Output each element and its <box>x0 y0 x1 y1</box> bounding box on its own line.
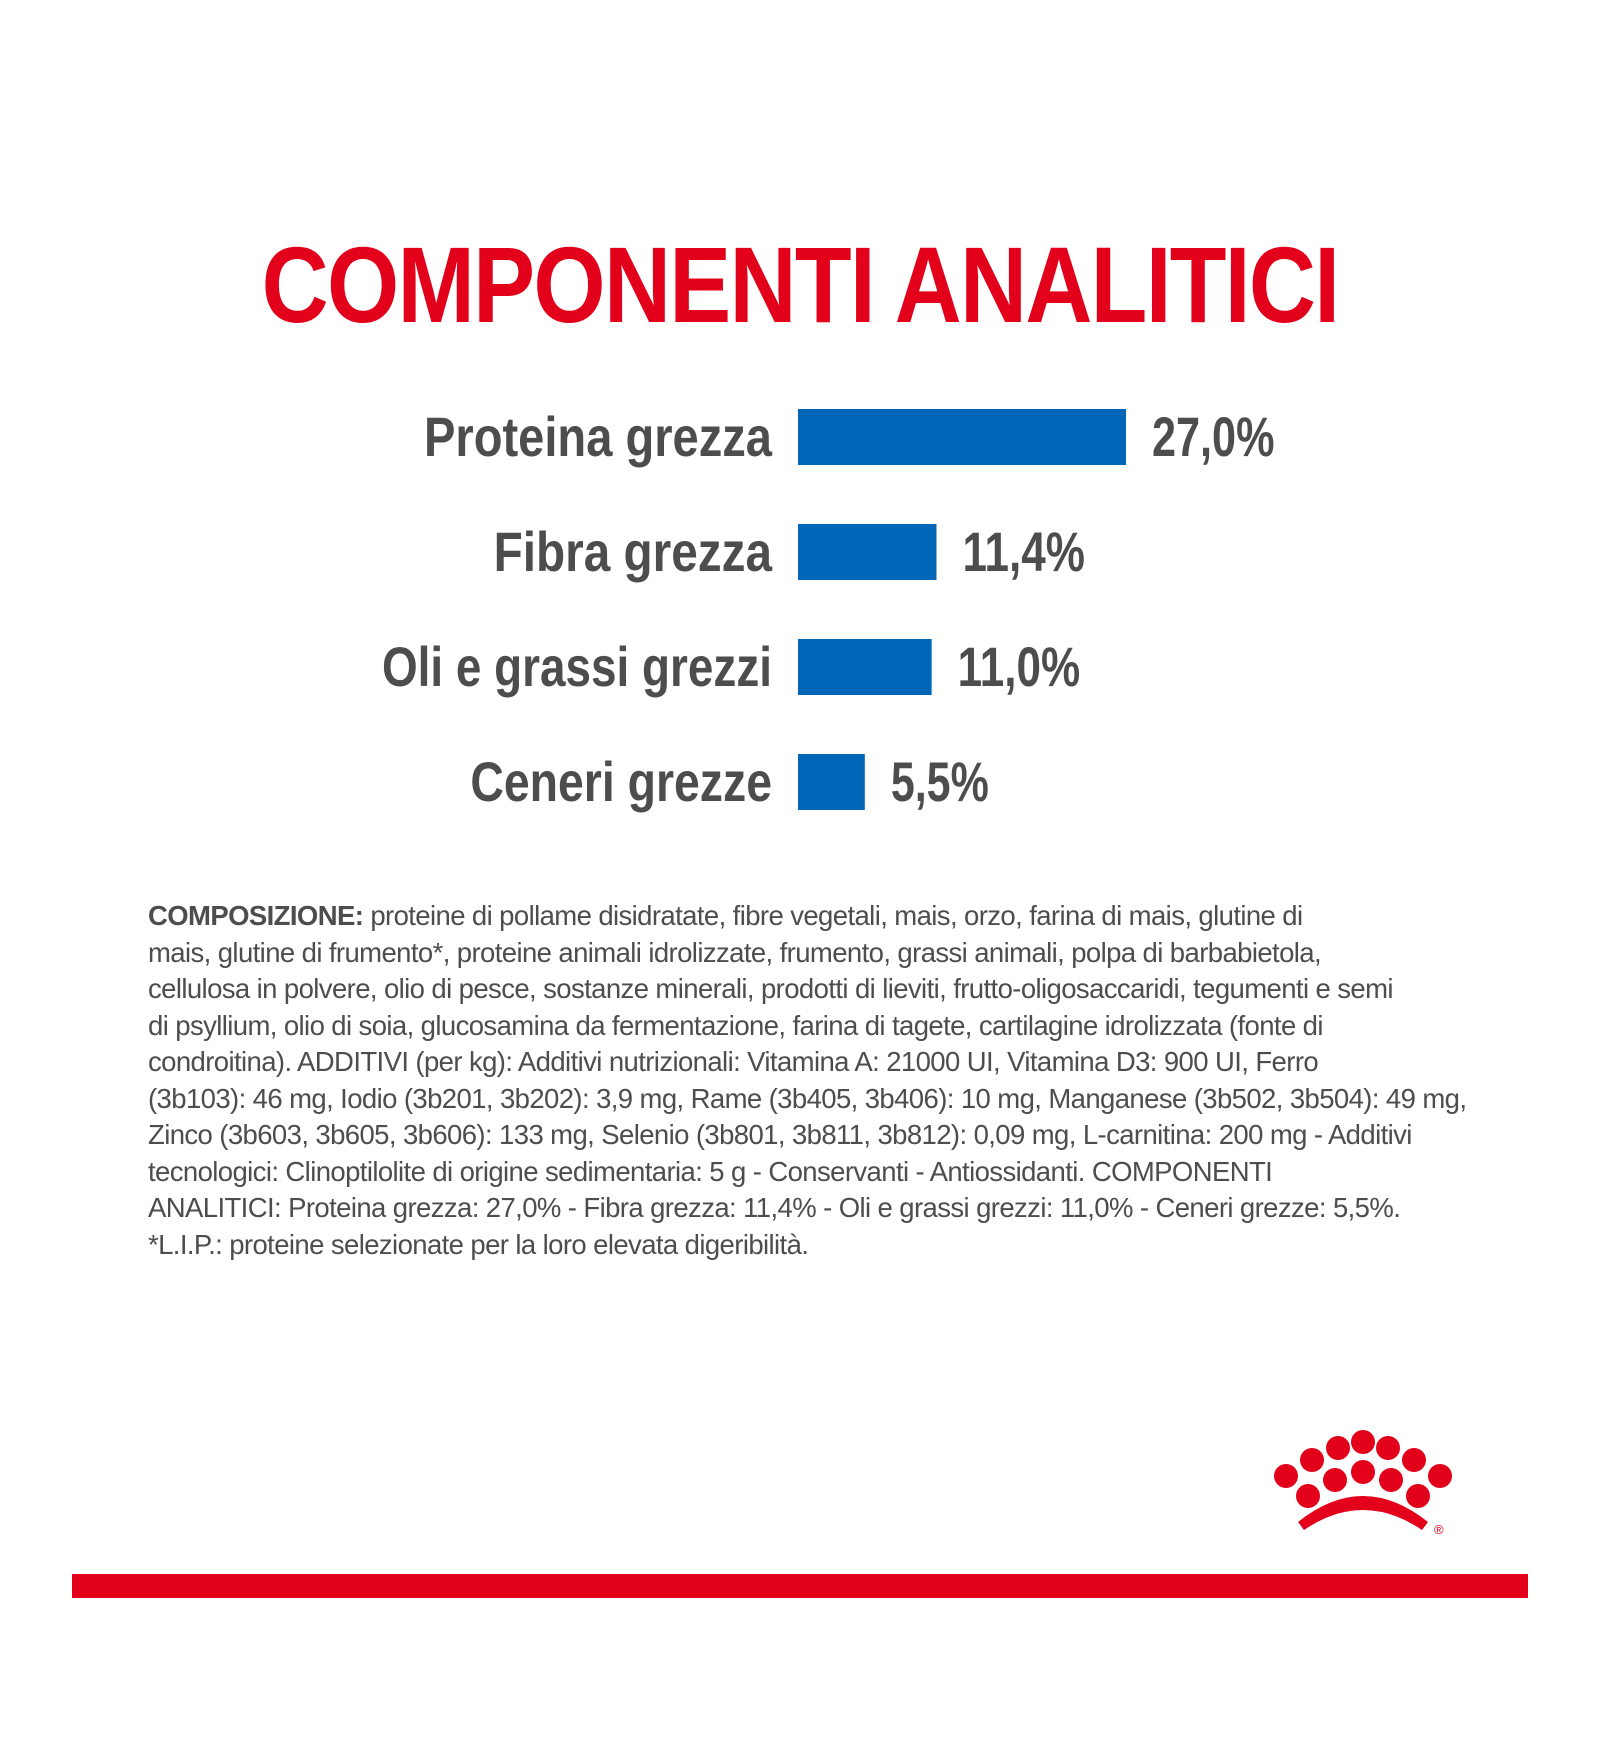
composition-line: di psyllium, olio di soia, glucosamina da fermentazione, farina di tagete, cartilagine idrolizzata (fonte di <box>148 1009 1323 1041</box>
bar <box>798 409 1126 465</box>
composition-lead: COMPOSIZIONE: <box>148 900 364 931</box>
category-label: Proteina grezza <box>424 405 773 468</box>
value-label: 11,4% <box>962 520 1085 583</box>
composition-line: ANALITICI: Proteina grezza: 27,0% - Fibra grezza: 11,4% - Oli e grassi grezzi: 11,0% - Ceneri grezze: 5,5%. <box>148 1192 1401 1223</box>
composition-line: *L.I.P.: proteine selezionate per la loro elevata digeribilità. <box>148 1228 809 1260</box>
registered-mark: ® <box>1434 1522 1444 1537</box>
composition-line: condroitina). ADDITIVI (per kg): Additivi nutrizionali: Vitamina A: 21000 UI, Vitamina D3: 900 UI, Ferro <box>148 1046 1319 1077</box>
composition-line: (3b103): 46 mg, Iodio (3b201, 3b202): 3,9 mg, Rame (3b405, 3b406): 10 mg, Manganese (3b502, 3b504): 49 mg, <box>148 1082 1467 1114</box>
bar <box>798 524 936 580</box>
bar <box>798 639 932 695</box>
value-label: 27,0% <box>1152 405 1275 468</box>
crown-icon <box>1268 1430 1458 1540</box>
chart-title: COMPONENTI ANALITICI <box>261 224 1339 345</box>
value-label: 11,0% <box>957 635 1081 698</box>
composition-line: proteine di pollame disidratate, fibre vegetali, mais, orzo, farina di mais, glutine di <box>370 900 1303 931</box>
composition-line: mais, glutine di frumento*, proteine animali idrolizzate, frumento, grassi animali, polpa di barbabietola, <box>148 936 1322 968</box>
composition-line: cellulosa in polvere, olio di pesce, sostanze minerali, prodotti di lieviti, frutto-oligosaccaridi, tegumenti e semi <box>148 973 1393 1004</box>
category-label: Ceneri grezze <box>470 750 772 813</box>
composition-text <box>148 898 1508 1263</box>
value-label: 5,5% <box>890 750 989 813</box>
bar <box>798 754 865 810</box>
footer-red-bar <box>72 1574 1528 1598</box>
category-label: Oli e grassi grezzi <box>382 635 772 698</box>
composition-line: tecnologici: Clinoptilolite di origine sedimentaria: 5 g - Conservanti - Antiossidanti. COMPONENTI <box>148 1155 1273 1187</box>
composition-line: Zinco (3b603, 3b605, 3b606): 133 mg, Selenio (3b801, 3b811, 3b812): 0,09 mg, L-carnitina: 200 mg - Additivi <box>148 1119 1412 1150</box>
category-label: Fibra grezza <box>493 520 773 583</box>
